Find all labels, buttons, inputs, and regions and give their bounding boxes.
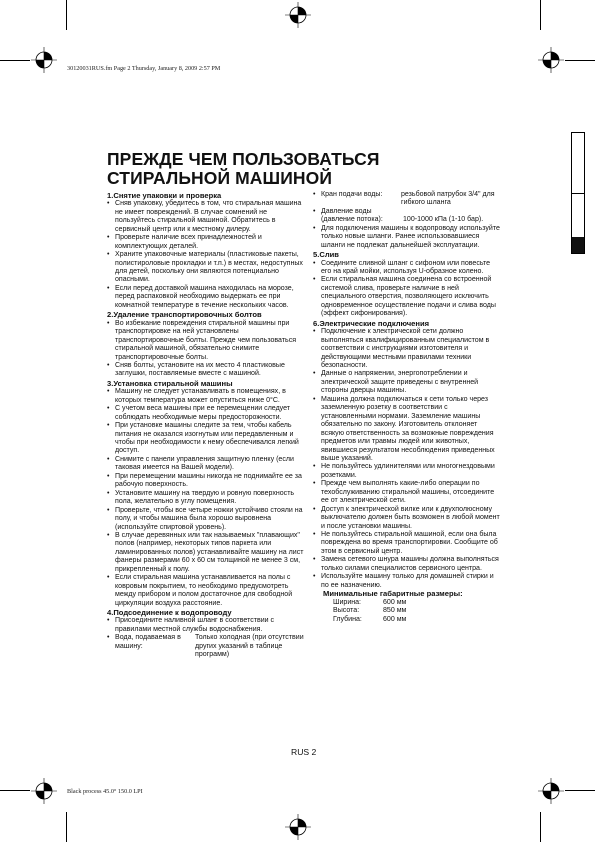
registration-mark-icon [283,812,313,842]
section-heading: 1.Снятие упаковки и проверка [107,191,222,200]
water-pressure-value: 100-1000 кПа (1-10 бар). [403,216,484,224]
list-item: • Не пользуйтесь удлинителями или многогнездовыми розетками. [313,463,501,480]
list-item: • Если стиральная машина соединена со встроенной системой слива, проверьте наличие в ней специального отверстия, позволяющего исключить одновременное осуществление подачи и слива воды (эффект сифонирования). [313,276,501,318]
list-item: • Подключение к электрической сети должно выполняться квалифицированным специалистом в соответствии с инструкциями изготовителя и действующими местными правилами техники безопасности. [313,328,501,370]
list-item: • Храните упаковочные материалы (пластиковые пакеты, полистироловые прокладки и т.п.) в местах, недоступных для детей, поскольку они являются потенциально опасными. [107,251,305,285]
height-label: Высота: [333,607,360,615]
bullet-list [313,191,501,250]
crop-line-tl-v [66,0,67,30]
list-item: • Если перед доставкой машина находилась на морозе, перед распаковкой необходимо выдержать ее при комнатной температуре в течение нескольких часов. [107,285,305,310]
key-value-row [321,208,501,225]
list-item: • Если стиральная машина устанавливается на полы с ковровым покрытием, то необходимо предусмотреть между прибором и полом достаточное для свободной циркуляции воздуха расстояние. [107,574,305,608]
slug-top: 30120031RUS.fm Page 2 Thursday, January 8, 2009 2:57 PM [67,65,221,72]
title-line-1: ПРЕЖДЕ ЧЕМ ПОЛЬЗОВАТЬСЯ [107,149,380,169]
side-tab-fill [572,237,584,253]
list-item: • Присоедините наливной шланг в соответствии с правилами местной службы водоснабжения. [107,617,305,634]
crop-line-tr-v [540,0,541,30]
list-item: • Данные о напряжении, энергопотреблении и электрической защите приведены с внутренней стороны дверцы машины. [313,370,501,395]
list-item: • Машину не следует устанавливать в помещениях, в которых температура может опуститься ниже 0°C. [107,388,305,405]
bullet-list [107,617,305,659]
right-column [313,191,501,624]
registration-mark-icon [29,45,59,75]
list-item [313,191,501,208]
water-pressure-label: • Давление воды (давление потока): [321,207,383,224]
list-item: • Во избежание повреждения стиральной машины при транспортировке на ней установлены транспортировочные болты. Прежде чем пользоваться стиральной машиной, обязательно снимите транспортировочные болты. [107,320,305,362]
list-item: • При перемещении машины никогда не поднимайте ее за рабочую поверхность. [107,473,305,490]
height-value: 850 мм [383,607,407,615]
bullet-list [107,320,305,379]
slug-bottom: Black process 45.0° 150.0 LPI [67,788,143,795]
bullet-list [107,200,305,310]
bullet-list [313,260,501,319]
water-supply-label: • Вода, подаваемая в машину: [115,634,181,650]
list-item: • Проверьте наличие всех принадлежностей и комплектующих деталей. [107,234,305,251]
list-item: • Сняв упаковку, убедитесь в том, что стиральная машина не имеет повреждений. В случае сомнений не пользуйтесь стиральной машиной. Обратитесь в сервисный центр или к местному дилеру. [107,200,305,234]
list-item: • Соедините сливной шланг с сифоном или повесьте его на край мойки, используя U-образное колено. [313,260,501,277]
water-supply-value: Только холодная (при отсутствии других указаний в таблице программ) [195,634,304,659]
width-value: 600 мм [383,598,407,606]
list-item: • Проверьте, чтобы все четыре ножки устойчиво стояли на полу, и чтобы машина была хорошо выровнена (используйте спиртовой уровень). [107,507,305,532]
side-tab-divider [572,193,584,194]
section-heading: 5.Слив [313,250,339,260]
depth-value: 600 мм [383,615,407,623]
water-tap-label: • Кран подачи воды: [321,191,383,198]
registration-mark-icon [29,776,59,806]
side-tab-marker [571,132,585,254]
registration-mark-icon [536,776,566,806]
crop-line-tr-h [565,60,595,61]
bullet-list [107,388,305,608]
crop-line-bl-h [0,790,30,791]
table-row [333,616,501,624]
depth-label: Глубина: [333,615,362,623]
section-heading: 4.Подсоединение к водопроводу [107,608,232,618]
dimensions-table [333,599,501,624]
list-item [313,208,501,225]
crop-line-bl-v [66,812,67,842]
crop-line-tl-h [0,60,30,61]
key-value-row [321,191,501,208]
registration-mark-icon [283,0,313,30]
water-tap-value: резьбовой патрубок 3/4" для гибкого шланга [401,191,495,207]
list-item [107,634,305,659]
list-item: • Для подключения машины к водопроводу используйте только новые шланги. Ранее использовавшиеся шланги не подлежат дальнейшей эксплуатации. [313,225,501,250]
list-item: • Прежде чем выполнять какие-либо операции по техобслуживанию стиральной машины, отсоедините ее от электрической сети. [313,480,501,505]
section-heading: 3.Установка стиральной машины [107,378,233,388]
crop-line-br-h [565,790,595,791]
section-heading: 2.Удаление транспортировочных болтов [107,310,262,320]
key-value-row [115,634,305,659]
list-item: • Машина должна подключаться к сети только через заземленную розетку в соответствии с установленными нормами. Заземление машины обязательно по закону. Изготовитель отклоняет всякую ответственность за возможные повреждения предметов или травмы людей или животных, явившиеся результатом несоблюдения приведенных выше указаний. [313,396,501,464]
width-label: Ширина: [333,598,362,606]
table-row [333,607,501,615]
page-number: RUS 2 [291,747,317,757]
table-row [333,599,501,607]
left-column [107,191,305,660]
list-item: • Замена сетевого шнура машины должна выполняться только силами специалистов сервисного центра. [313,556,501,573]
registration-mark-icon [536,45,566,75]
list-item: • Доступ к электрической вилке или к двухполюсному выключателю должен быть возможен в любой момент и после установки машины. [313,506,501,531]
list-item: • С учетом веса машины при ее перемещении следует соблюдать необходимые меры предосторожности. [107,405,305,422]
bullet-list [313,328,501,590]
list-item: • При установке машины следите за тем, чтобы кабель питания не оказался изогнутым или передавленным и чтобы при необходимости к нему обеспечивался легкий доступ. [107,422,305,456]
dimensions-title: Минимальные габаритные размеры: [323,589,463,599]
list-item: • Снимите с панели управления защитную пленку (если таковая имеется на Вашей модели). [107,456,305,473]
list-item: • Используйте машину только для домашней стирки и по ее назначению. [313,573,501,590]
list-item: • Не пользуйтесь стиральной машиной, если она была повреждена во время транспортировки. Сообщите об этом в сервисный центр. [313,531,501,556]
title-line-2: СТИРАЛЬНОЙ МАШИНОЙ [107,167,333,188]
list-item: • Сняв болты, установите на их место 4 пластиковые заглушки, поставляемые вместе с машиной. [107,362,305,379]
list-item: • В случае деревянных или так называемых "плавающих" полов (например, некоторых типов паркета или ламинированных полов) устанавливайте машину на лист фанеры размерами 60 x 60 см толщиной не менее 3 см, прикрепленный к полу. [107,532,305,574]
crop-line-br-v [540,812,541,842]
page-title [107,150,467,187]
section-heading: 6.Электрические подключения [313,318,430,328]
list-item: • Установите машину на твердую и ровную поверхность пола, желательно в углу помещения. [107,490,305,507]
